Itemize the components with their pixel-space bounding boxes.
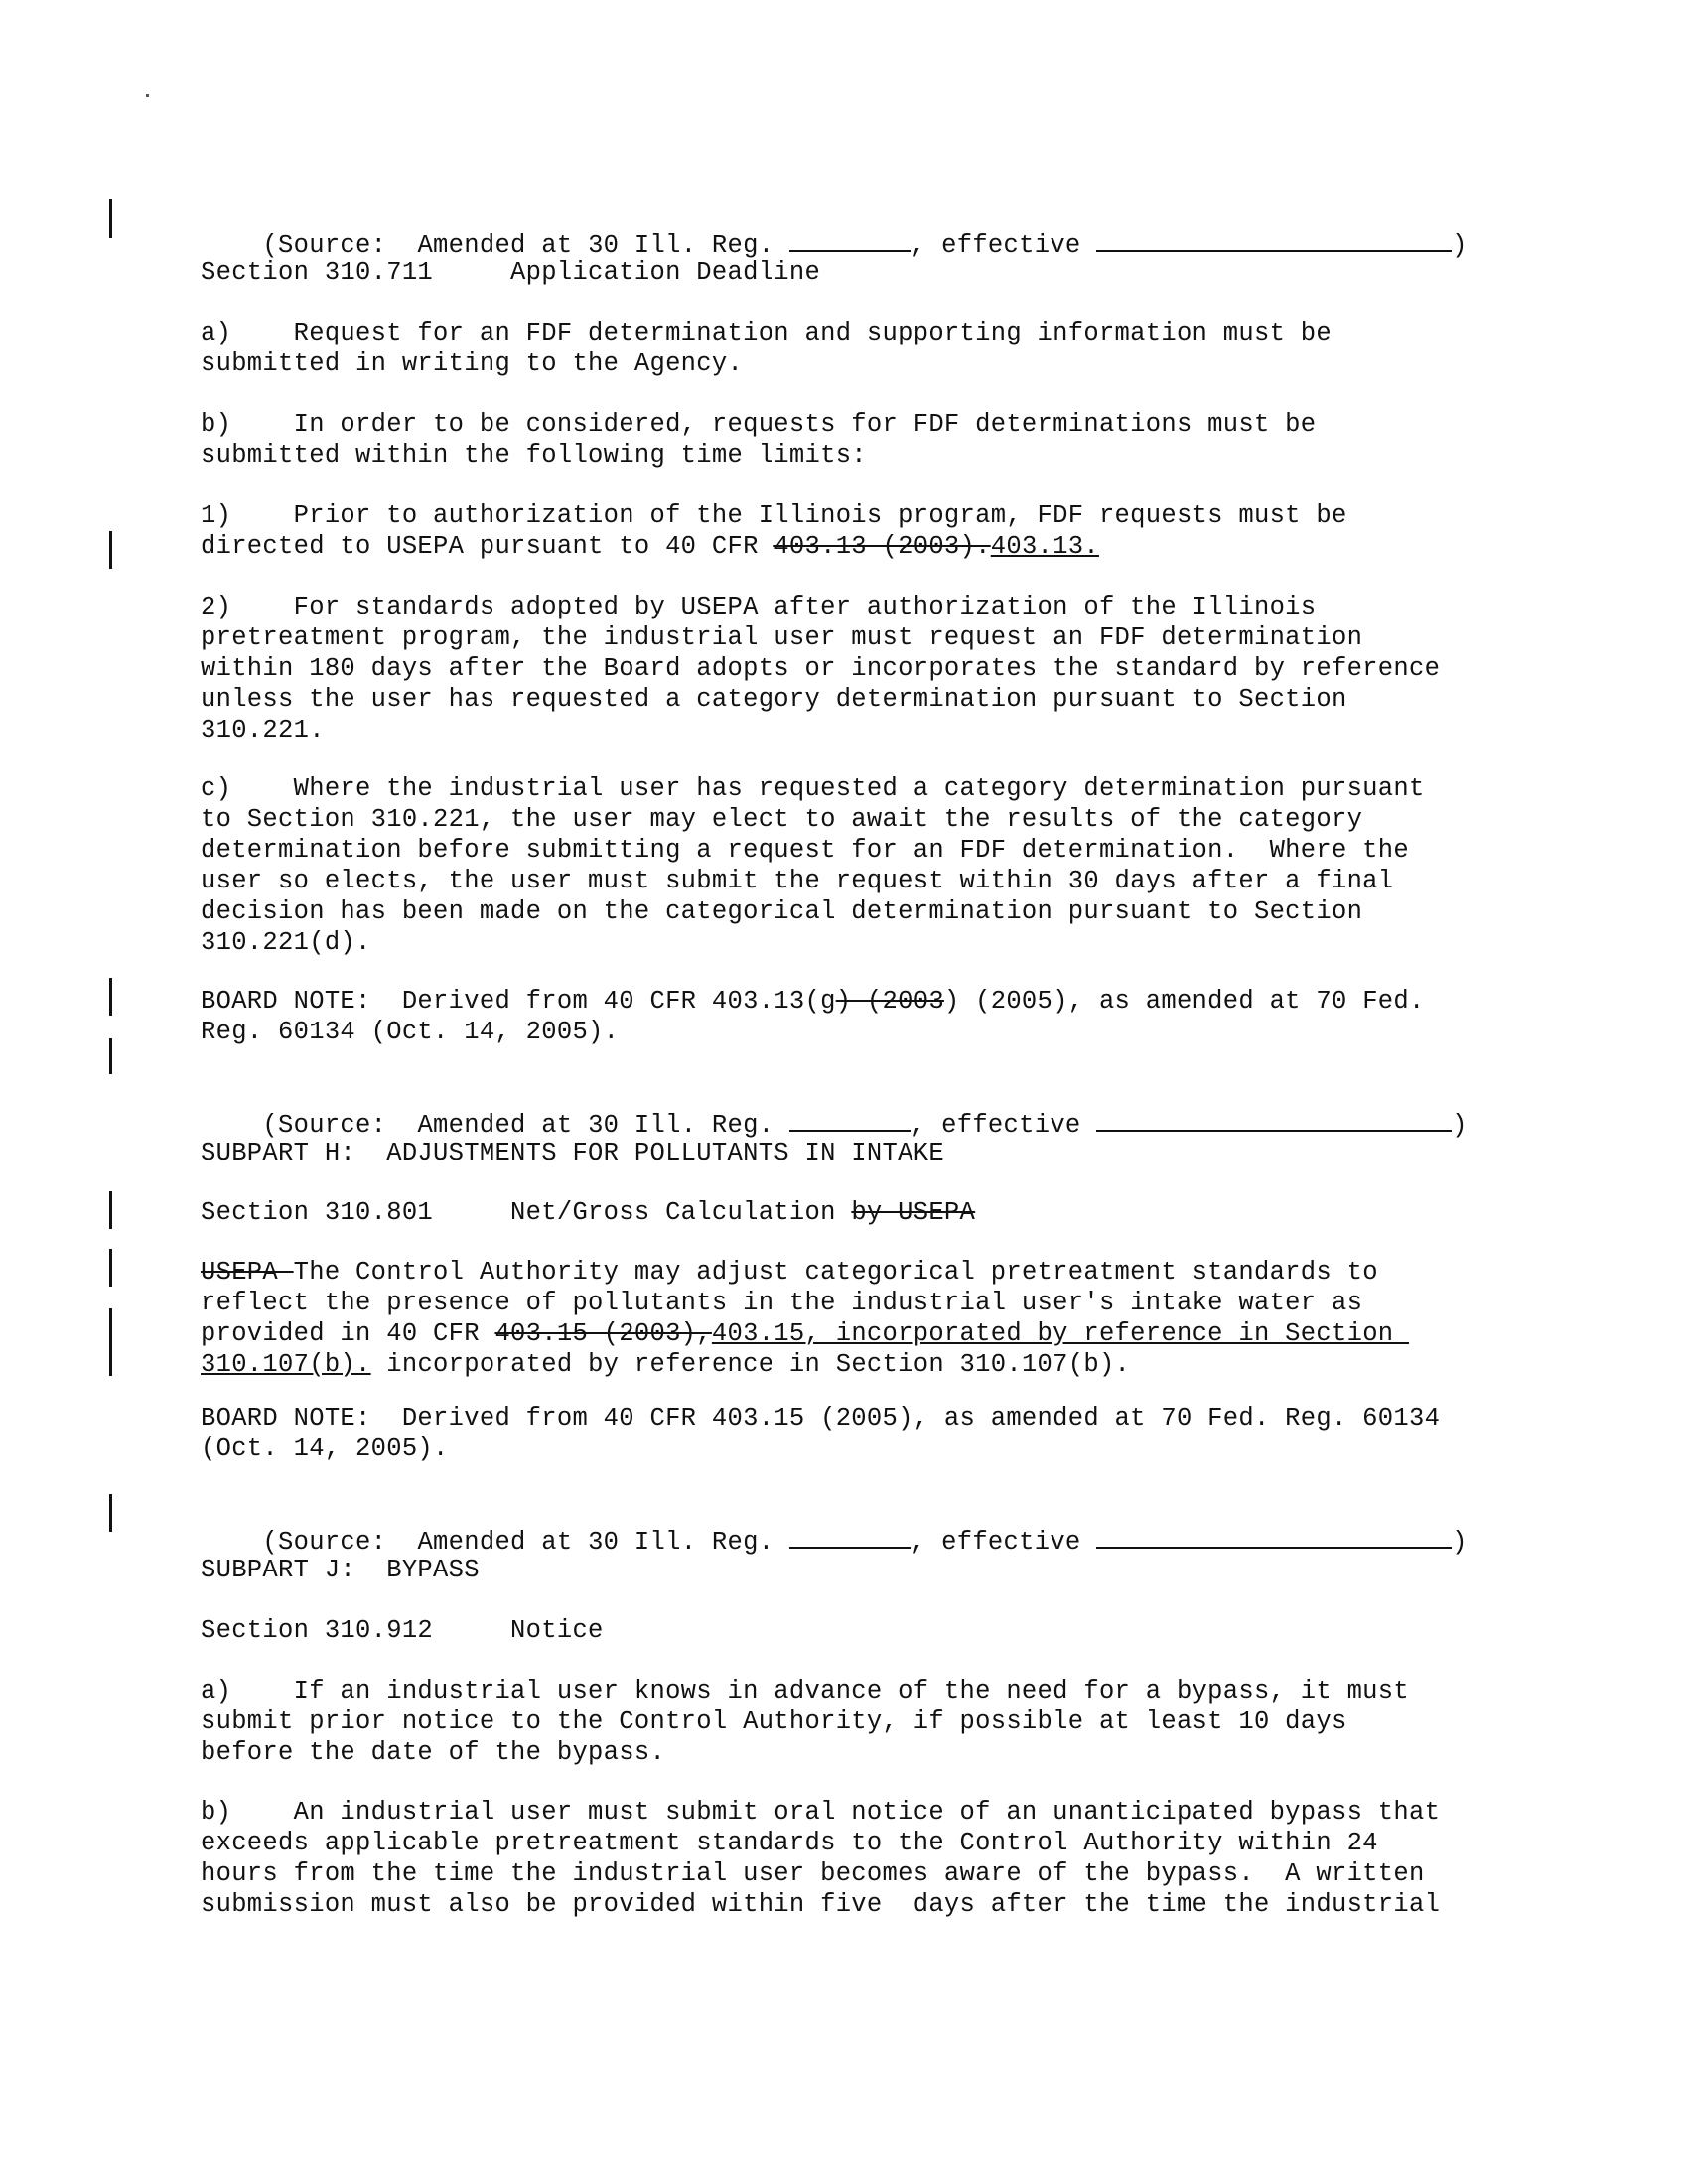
inserted-text: 403.13. [990,532,1099,561]
paragraph-912a: a) If an industrial user knows in advance of the need for a bypass, it must submit prior notice to the Control Authority, if possible at least 10 days before the date of the bypass. [201,1677,1409,1767]
stray-mark [146,94,149,97]
section-heading: Section 310.711 Application Deadline [201,258,821,287]
deleted-text: 403.13 (2003). [773,532,991,561]
deleted-text: ) (2003 [835,987,944,1016]
revision-bar [109,1494,112,1532]
source-line: (Source: Amended at 30 Ill. Reg. , effective ) [201,1077,1468,1171]
paragraph-801: USEPA The Control Authority may adjust categorical pretreatment standards to reflect the presence of pollutants in the industrial user's intake water as provided in 40 CFR 403.15 (2003),403.15, incorporated by reference in Section 310.107(b). incorporated by reference in Section 310.107(b). [201,1258,1410,1379]
deleted-text: 403.15 (2003), [494,1319,712,1348]
inserted-text: 310.107(b). [201,1350,371,1379]
paragraph-1: 1) Prior to authorization of the Illinois program, FDF requests must be directed to USEPA pursuant to 40 CFR 403.13 (2003).403.13. [201,501,1347,561]
paragraph-a: a) Request for an FDF determination and supporting information must be submitted in writing to the Agency. [201,319,1332,378]
subpart-heading: SUBPART H: ADJUSTMENTS FOR POLLUTANTS IN INTAKE [201,1139,944,1167]
source-line: (Source: Amended at 30 Ill. Reg. , effective ) [201,1494,1468,1588]
source-line: (Source: Amended at 30 Ill. Reg. , effective ) [201,198,1468,292]
revision-bar [109,1038,112,1074]
board-note: BOARD NOTE: Derived from 40 CFR 403.15 (2005), as amended at 70 Fed. Reg. 60134 (Oct. 14, 2005). [201,1404,1441,1463]
paragraph-2: 2) For standards adopted by USEPA after authorization of the Illinois pretreatment program, the industrial user must request an FDF determination within 180 days after the Board adopts or incorporates the standard by reference unless the user has requested a category determination pursuant to Section 310.221. [201,593,1441,745]
revision-bar [109,1249,112,1287]
section-heading: Section 310.801 Net/Gross Calculation by USEPA [201,1198,976,1227]
deleted-text: by USEPA [851,1198,976,1227]
revision-bar [109,978,112,1016]
revision-bar [109,531,112,569]
section-heading: Section 310.912 Notice [201,1616,604,1645]
deleted-text: USEPA [201,1258,294,1287]
revision-bar [109,1308,112,1376]
subpart-heading: SUBPART J: BYPASS [201,1556,480,1584]
paragraph-912b: b) An industrial user must submit oral notice of an unanticipated bypass that exceeds applicable pretreatment standards to the Control Authority within 24 hours from the time the industrial user becomes aware of the bypass. A written submission must also be provided within five days after the time the industrial [201,1798,1441,1919]
paragraph-b: b) In order to be considered, requests for FDF determinations must be submitted within the following time limits: [201,410,1317,470]
inserted-text: 403.15, incorporated by reference in Section [711,1319,1410,1348]
paragraph-c: c) Where the industrial user has requested a category determination pursuant to Section 310.221, the user may elect to await the results of the category determination before submitting a request for an FDF determination. Where the user so elects, the user must submit the request within 30 days after a final decision has been made on the categorical determination pursuant to Section 310.221(d). [201,774,1425,957]
board-note: BOARD NOTE: Derived from 40 CFR 403.13(g) (2003) (2005), as amended at 70 Fed. Reg. 60134 (Oct. 14, 2005). [201,987,1425,1046]
revision-bar [109,199,112,238]
revision-bar [109,1191,112,1229]
